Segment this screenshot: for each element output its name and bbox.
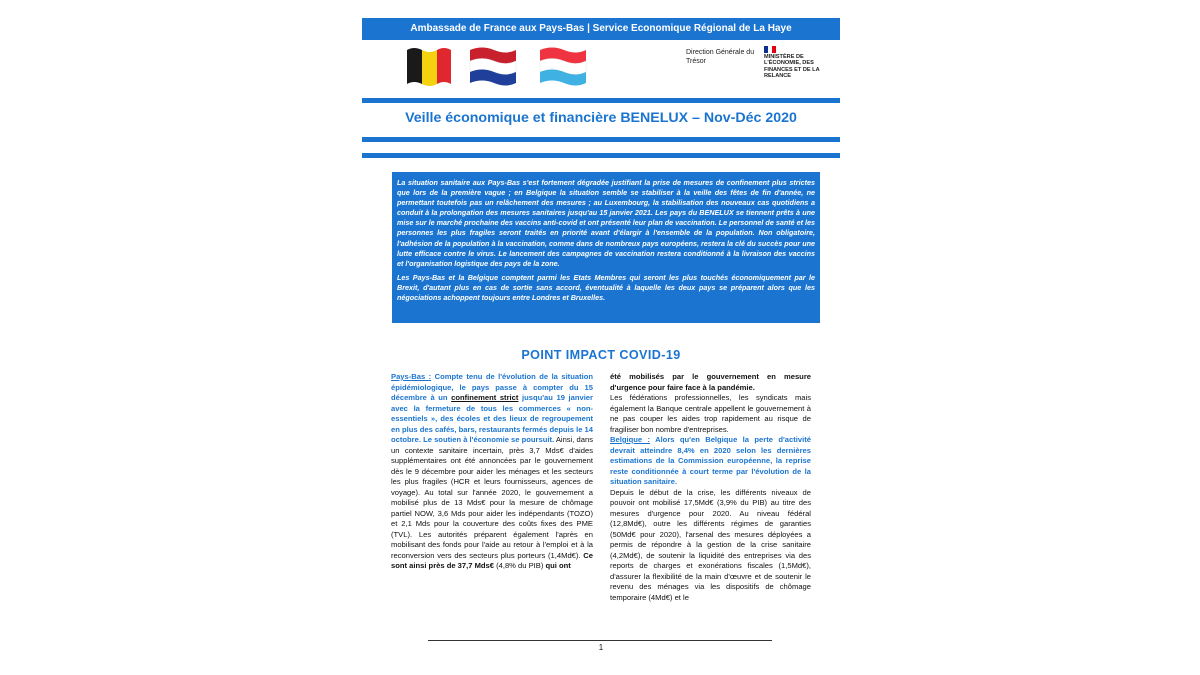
strict-lockdown-text: confinement strict xyxy=(451,393,519,402)
luxembourg-flag-icon xyxy=(538,44,588,88)
netherlands-label: Pays-Bas : xyxy=(391,372,432,381)
netherlands-paragraph xyxy=(391,372,593,572)
document-page xyxy=(360,14,842,669)
section-title: POINT IMPACT COVID-19 xyxy=(521,348,681,362)
netherlands-total-a: Ce sont ainsi près de 37,7 Mds€ xyxy=(391,550,593,570)
belgium-paragraph xyxy=(610,435,811,488)
embassy-banner: Ambassade de France aux Pays-Bas | Service Economique Régional de La Haye xyxy=(362,18,840,40)
federations-paragraph: Les fédérations professionnelles, les syndicats mais également la Banque centrale appellent le gouvernement à ne pas couper les aides trop rapidement au risque de fragiliser bon nombre d'entreprises. xyxy=(610,393,811,434)
summary-paragraph-1: La situation sanitaire aux Pays-Bas s'est fortement dégradée justifiant la prise de mesures de confinement plus strictes que lors de la première vague ; en Belgique la situation semble se stabiliser à la veille des fêtes de fin d'année, ne permettant toutefois pas un relâchement des mesures ; au Luxembourg, la stabilisation des nouveaux cas quotidiens a conduit à la prolongation des mesures sanitaires jusqu'au 15 janvier 2021. Les pays du BENELUX se tiennent prêts à une mise sur le marché prochaine des vaccins anti-covid et ont présenté leur plan de vaccination. Le personnel de santé et les personnes les plus fragiles seront traités en priorité avant d'élargir à l'ensemble de la population. Non obligatoire, l'adhésion de la population à la vaccination, comme dans de nombreux pays européens, restera la clé du succès pour une lutte efficace contre le virus. Le lancement des campagnes de vaccination restera conditionné à la livraison des vaccins et l'organisation logistique des pays de la zone. xyxy=(397,178,815,268)
marianne-icon xyxy=(764,46,776,53)
belgium-band-3 xyxy=(437,48,451,84)
summary-paragraph-2: Les Pays-Bas et la Belgique comptent parmi les Etats Membres qui seront les plus touchés économiquement par le Brexit, d'autant plus en cas de sortie sans accord, éventualité à laquelle les deux pays se préparent alors que les négociations achoppent toujours entre Londres et Bruxelles. xyxy=(397,272,815,303)
ministry-logo xyxy=(764,46,834,80)
page-number: 1 xyxy=(598,643,604,652)
belgium-band-1 xyxy=(407,48,422,84)
netherlands-continuation xyxy=(610,372,811,393)
divider-middle xyxy=(362,137,840,142)
netherlands-body: Ainsi, dans un contexte sanitaire incertain, près 3,7 Mds€ d'aides supplémentaires ont été annoncées par le gouvernement dès le 9 décembre pour aider les ménages et les secteurs les plus fragiles (HCR et leurs fournisseurs, agences de voyage). Au total sur l'année 2020, le gouvernement a mobilisé plus de 13 Mds€ pour la mesure de chômage partiel NOW, 3,6 Mds pour aider les indépendants (TOZO) et 2,1 Mds pour la couverture des coûts fixes des PME (TVL). Les autorités préparent également l'après en mobilisant des fonds pour l'aide au retour à l'emploi et à la reconversion vers des secteurs plus porteurs (1,4Md€). xyxy=(391,435,593,560)
dgt-logo: Direction Générale du Trésor xyxy=(686,49,755,65)
netherlands-flag-icon xyxy=(468,44,518,88)
belgium-flag-icon xyxy=(404,44,454,88)
document-title: Veille économique et financière BENELUX – Nov-Déc 2020 xyxy=(405,110,797,126)
summary-box xyxy=(392,172,820,323)
continuation-text: été mobilisés par le gouvernement en mesure d'urgence pour faire face à la pandémie. xyxy=(610,372,811,392)
netherlands-total-b: (4,8% du PIB) xyxy=(493,561,546,570)
netherlands-total-c: qui ont xyxy=(545,561,571,570)
left-column xyxy=(391,372,593,572)
footer-rule xyxy=(428,640,772,641)
belgium-lead: Alors qu'en Belgique la perte d'activité devrait atteindre 8,4% en 2020 selon les dernières estimations de la Commission européenne, la reprise reste conditionnée à court terme par l'évolution de la situation sanitaire. xyxy=(610,435,811,486)
divider-top xyxy=(362,98,840,103)
right-column xyxy=(610,372,811,603)
divider-bottom xyxy=(362,153,840,158)
belgium-band-2 xyxy=(422,50,437,86)
belgium-label: Belgique : xyxy=(610,435,650,444)
netherlands-lead-1: Compte tenu de l'évolution de la situation épidémiologique, le pays passe à compter du 15 décembre à un xyxy=(391,372,593,402)
netherlands-lead-2: jusqu'au 19 janvier avec la fermeture de tous les commerces « non-essentiels », des écoles et des lieux de regroupement en plus des cafés, bars, restaurants fermés depuis le 14 octobre. Le soutien à l'économie se poursuit. xyxy=(391,393,593,444)
ministry-name: MINISTÈRE DE L'ÉCONOMIE, DES FINANCES ET DE LA RELANCE xyxy=(764,54,820,80)
belgium-body: Depuis le début de la crise, les différents niveaux de pouvoir ont mobilisé 17,5Md€ (3,9% du PIB) au titre des mesures d'urgence pour 2020. Au niveau fédéral (12,8Md€), outre les différents régimes de garanties (50Md€ pour 2020), l'arsenal des mesures déployées a permis de répondre à la gestion de la crise sanitaire (4,2Md€), de soutenir la liquidité des entreprises via des reports de charges et exonérations fiscales (1,5Md€), d'assurer la flexibilité de la main d'œuvre et de soutenir le revenu des ménages via les dispositifs de chômage temporaire (4Md€) et le xyxy=(610,487,811,602)
